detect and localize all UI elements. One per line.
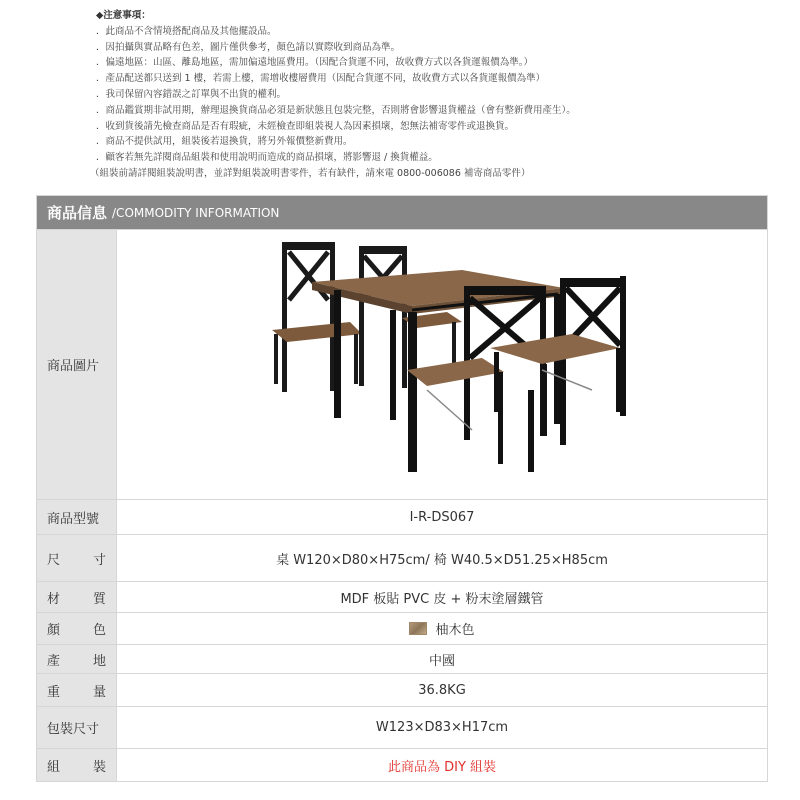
commodity-info-table	[36, 195, 768, 782]
spec-row-weight	[37, 674, 767, 707]
chair-front-left	[407, 286, 546, 472]
section-title-en: /COMMODITY INFORMATION	[112, 205, 280, 220]
spec-row-model	[37, 500, 767, 535]
spec-row-package	[37, 707, 767, 749]
spec-label: 包裝尺寸	[37, 707, 117, 748]
notes-footer: （組裝前請詳閱組裝說明書，並詳對組裝說明書零件，若有缺件，請來電 0800-006086 補寄商品零件）	[90, 167, 531, 179]
teak-color-swatch	[409, 622, 427, 635]
spec-value-material: MDF 板貼 PVC 皮 + 粉末塗層鐵管	[340, 591, 544, 607]
spec-label: 產 地	[37, 645, 117, 673]
spec-label: 商品型號	[37, 500, 117, 534]
section-title-zh: 商品信息	[47, 204, 108, 222]
spec-row-origin	[37, 645, 767, 674]
spec-value-package: W123×D83×H17cm	[375, 720, 509, 735]
spec-value-model: I-R-DS067	[409, 509, 475, 525]
spec-row-color	[37, 613, 767, 645]
spec-value-origin: 中國	[428, 653, 455, 669]
chair-back-left	[272, 242, 362, 392]
spec-label: 尺 寸	[37, 535, 117, 581]
dining-set-image	[242, 230, 642, 498]
spec-row-material	[37, 582, 767, 613]
spec-label: 組 裝	[37, 749, 117, 781]
note-item: ．因拍攝與實品略有色差，圖片僅供參考，顏色請以實際收到商品為準。	[96, 41, 401, 53]
note-item: ．偏遠地區：山區、離島地區，需加偏遠地區費用。（因配合貨運不同，故收費方式以各貨運報價為準。）	[96, 57, 534, 69]
product-image-row	[37, 230, 767, 500]
commodity-info-header	[37, 196, 767, 230]
note-item: ．收到貨後請先檢查商品是否有瑕疵，未經檢查即組裝視人為因素損壞，恕無法補寄零件或退換貨。	[96, 120, 515, 132]
note-item: ．商品不提供試用，組裝後若退換貨，將另外報價整新費用。	[96, 136, 353, 148]
product-image-cell	[117, 230, 767, 499]
note-item: ．商品鑑賞期非試用期，辦理退換貨商品必須是新狀態且包裝完整，否則將會影響退貨權益（會有整新費用產生）。	[96, 104, 576, 116]
notes-section	[90, 8, 736, 182]
notes-heading: ◆注意事項：	[96, 10, 151, 21]
product-image-label: 商品圖片	[37, 230, 117, 499]
spec-label: 重 量	[37, 674, 117, 706]
spec-label: 顏 色	[37, 613, 117, 644]
note-item: ．產品配送都只送到 1 樓，若需上樓，需增收樓層費用（因配合貨運不同，故收費方式以各貨運報價為準）	[96, 73, 546, 85]
spec-row-dimensions	[37, 535, 767, 582]
spec-row-assembly	[37, 749, 767, 781]
spec-value-dimensions: 桌 W120×D80×H75cm/ 椅 W40.5×D51.25×H85cm	[276, 552, 608, 568]
spec-value-assembly: 此商品為 DIY 組裝	[387, 759, 497, 775]
note-item: ．我司保留內容錯誤之訂單與不出貨的權利。	[96, 88, 287, 100]
spec-value-weight: 36.8KG	[418, 682, 466, 698]
spec-label: 材 質	[37, 582, 117, 612]
spec-value-color	[117, 613, 767, 644]
note-item: ．顧客若無先詳閱商品組裝和使用說明而造成的商品損壞，將影響退 / 換貨權益。	[96, 152, 438, 164]
note-item: ．此商品不含情境搭配商品及其他擺設品。	[96, 25, 277, 37]
color-name: 柚木色	[435, 623, 475, 638]
